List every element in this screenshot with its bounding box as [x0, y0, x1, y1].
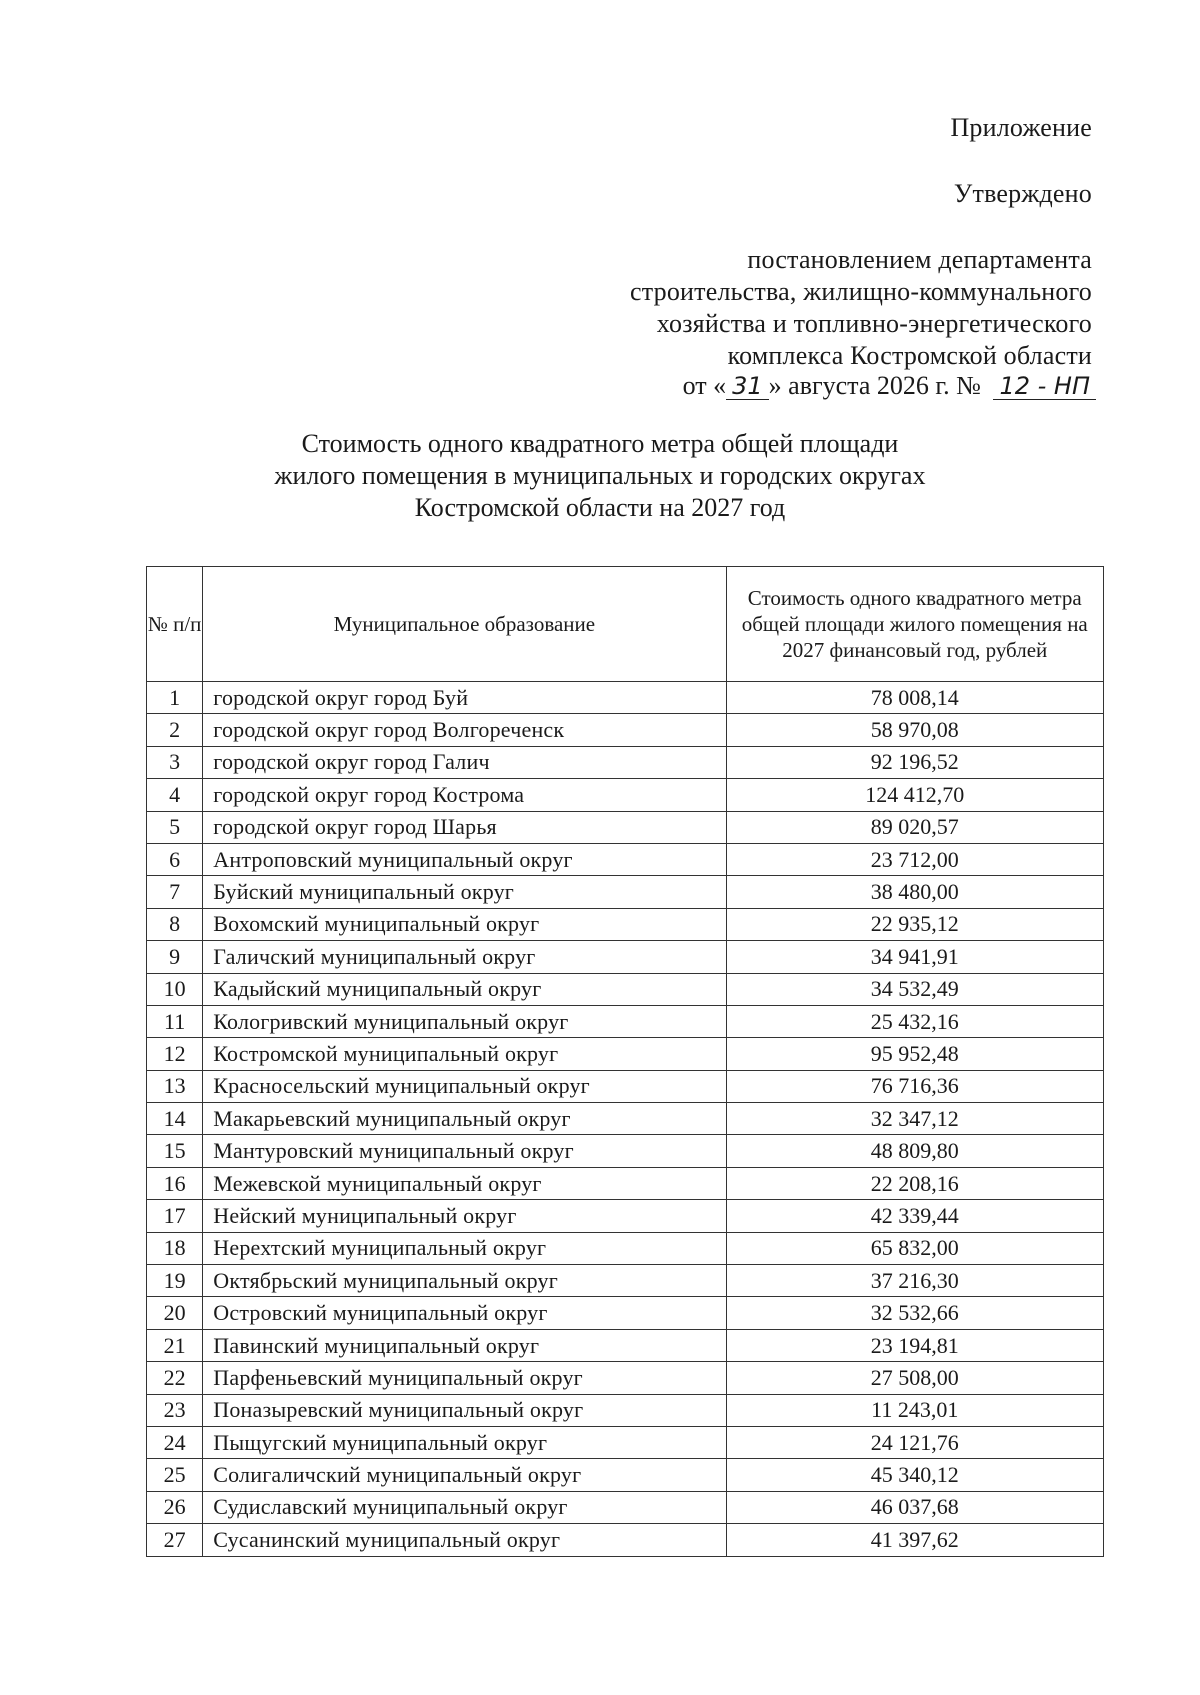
row-number: 18 — [147, 1232, 203, 1264]
row-municipality: Макарьевский муниципальный округ — [203, 1103, 726, 1135]
row-cost: 22 208,16 — [726, 1167, 1104, 1199]
row-cost: 23 194,81 — [726, 1329, 1104, 1361]
row-municipality: Островский муниципальный округ — [203, 1297, 726, 1329]
row-municipality: Буйский муниципальный округ — [203, 876, 726, 908]
table-row — [147, 1070, 1104, 1102]
row-municipality: Сусанинский муниципальный округ — [203, 1524, 726, 1556]
table-row — [147, 1232, 1104, 1264]
row-number: 13 — [147, 1070, 203, 1102]
row-cost: 32 532,66 — [726, 1297, 1104, 1329]
table-row — [147, 973, 1104, 1005]
row-cost: 46 037,68 — [726, 1491, 1104, 1523]
row-cost: 23 712,00 — [726, 843, 1104, 875]
decree-line — [683, 370, 1096, 402]
row-cost: 124 412,70 — [726, 779, 1104, 811]
row-municipality: Кадыйский муниципальный округ — [203, 973, 726, 1005]
header-number: № п/п — [147, 567, 203, 682]
row-municipality: Павинский муниципальный округ — [203, 1329, 726, 1361]
table-row — [147, 811, 1104, 843]
row-municipality: городской округ город Шарья — [203, 811, 726, 843]
decree-day-handwritten: 31 — [726, 373, 769, 400]
row-cost: 92 196,52 — [726, 746, 1104, 778]
table-row — [147, 714, 1104, 746]
row-cost: 65 832,00 — [726, 1232, 1104, 1264]
row-number: 7 — [147, 876, 203, 908]
row-cost: 34 941,91 — [726, 941, 1104, 973]
row-number: 14 — [147, 1103, 203, 1135]
row-cost: 11 243,01 — [726, 1394, 1104, 1426]
table-row — [147, 843, 1104, 875]
title-line: Костромской области на 2027 год — [414, 493, 786, 522]
row-cost: 38 480,00 — [726, 876, 1104, 908]
table-row — [147, 1459, 1104, 1491]
row-cost: 48 809,80 — [726, 1135, 1104, 1167]
table-row — [147, 941, 1104, 973]
row-municipality: Галичский муниципальный округ — [203, 941, 726, 973]
row-number: 22 — [147, 1362, 203, 1394]
table-row — [147, 682, 1104, 714]
table-row — [147, 908, 1104, 940]
row-municipality: Нерехтский муниципальный округ — [203, 1232, 726, 1264]
row-municipality: Судиславский муниципальный округ — [203, 1491, 726, 1523]
table-row — [147, 1265, 1104, 1297]
table-row — [147, 1297, 1104, 1329]
table-row — [147, 1038, 1104, 1070]
document-title — [250, 428, 950, 524]
header-municipality: Муниципальное образование — [203, 567, 726, 682]
row-cost: 32 347,12 — [726, 1103, 1104, 1135]
row-municipality: Вохомский муниципальный округ — [203, 908, 726, 940]
row-cost: 95 952,48 — [726, 1038, 1104, 1070]
row-number: 4 — [147, 779, 203, 811]
row-municipality: Антроповский муниципальный округ — [203, 843, 726, 875]
row-number: 25 — [147, 1459, 203, 1491]
issuer-block — [630, 244, 1092, 372]
row-cost: 78 008,14 — [726, 682, 1104, 714]
row-cost: 24 121,76 — [726, 1426, 1104, 1458]
title-line: Стоимость одного квадратного метра общей площади — [301, 429, 899, 458]
row-number: 19 — [147, 1265, 203, 1297]
table-header-row — [147, 567, 1104, 682]
approved-text: Утверждено — [953, 179, 1092, 208]
decree-middle: » августа 2026 г. № — [768, 371, 981, 400]
issuer-line: строительства, жилищно-коммунального — [630, 277, 1092, 306]
row-cost: 45 340,12 — [726, 1459, 1104, 1491]
row-number: 16 — [147, 1167, 203, 1199]
cost-table — [146, 566, 1104, 1557]
table-row — [147, 1200, 1104, 1232]
row-number: 8 — [147, 908, 203, 940]
row-number: 15 — [147, 1135, 203, 1167]
row-municipality: городской округ город Волгореченск — [203, 714, 726, 746]
row-cost: 25 432,16 — [726, 1005, 1104, 1037]
row-cost: 89 020,57 — [726, 811, 1104, 843]
row-cost: 27 508,00 — [726, 1362, 1104, 1394]
row-number: 17 — [147, 1200, 203, 1232]
row-number: 6 — [147, 843, 203, 875]
row-number: 12 — [147, 1038, 203, 1070]
header-cost: Стоимость одного квадратного метра общей площади жилого помещения на 2027 финансовый год, рублей — [726, 567, 1104, 682]
row-cost: 22 935,12 — [726, 908, 1104, 940]
row-municipality: городской округ город Кострома — [203, 779, 726, 811]
row-number: 10 — [147, 973, 203, 1005]
issuer-line: постановлением департамента — [747, 245, 1092, 274]
row-municipality: Мантуровский муниципальный округ — [203, 1135, 726, 1167]
decree-prefix: от « — [682, 371, 727, 400]
row-number: 9 — [147, 941, 203, 973]
row-number: 20 — [147, 1297, 203, 1329]
decree-number-handwritten: 12 - НП — [993, 373, 1096, 400]
table-row — [147, 1329, 1104, 1361]
table-row — [147, 1135, 1104, 1167]
row-municipality: городской округ город Буй — [203, 682, 726, 714]
table-row — [147, 779, 1104, 811]
row-number: 26 — [147, 1491, 203, 1523]
title-line: жилого помещения в муниципальных и городских округах — [274, 461, 926, 490]
table-row — [147, 1005, 1104, 1037]
row-cost: 41 397,62 — [726, 1524, 1104, 1556]
row-municipality: Кологривский муниципальный округ — [203, 1005, 726, 1037]
row-cost: 34 532,49 — [726, 973, 1104, 1005]
table-row — [147, 1167, 1104, 1199]
row-number: 23 — [147, 1394, 203, 1426]
table-row — [147, 1491, 1104, 1523]
row-municipality: Костромской муниципальный округ — [203, 1038, 726, 1070]
table-row — [147, 1362, 1104, 1394]
table-body — [147, 682, 1104, 1557]
row-municipality: Нейский муниципальный округ — [203, 1200, 726, 1232]
row-municipality: Октябрьский муниципальный округ — [203, 1265, 726, 1297]
row-municipality: Пыщугский муниципальный округ — [203, 1426, 726, 1458]
row-cost: 76 716,36 — [726, 1070, 1104, 1102]
table-row — [147, 1524, 1104, 1556]
row-cost: 58 970,08 — [726, 714, 1104, 746]
appendix-text: Приложение — [950, 113, 1092, 142]
table-row — [147, 1394, 1104, 1426]
row-number: 5 — [147, 811, 203, 843]
row-number: 24 — [147, 1426, 203, 1458]
row-cost: 37 216,30 — [726, 1265, 1104, 1297]
appendix-label — [950, 112, 1092, 144]
row-municipality: городской округ город Галич — [203, 746, 726, 778]
table-row — [147, 746, 1104, 778]
row-municipality: Красносельский муниципальный округ — [203, 1070, 726, 1102]
row-number: 11 — [147, 1005, 203, 1037]
table-row — [147, 1103, 1104, 1135]
row-number: 2 — [147, 714, 203, 746]
table-row — [147, 1426, 1104, 1458]
row-municipality: Межевской муниципальный округ — [203, 1167, 726, 1199]
table-header — [147, 567, 1104, 682]
issuer-line: комплекса Костромской области — [727, 341, 1092, 370]
row-number: 21 — [147, 1329, 203, 1361]
row-cost: 42 339,44 — [726, 1200, 1104, 1232]
row-number: 1 — [147, 682, 203, 714]
row-municipality: Поназыревский муниципальный округ — [203, 1394, 726, 1426]
row-number: 27 — [147, 1524, 203, 1556]
table-row — [147, 876, 1104, 908]
row-municipality: Парфеньевский муниципальный округ — [203, 1362, 726, 1394]
issuer-line: хозяйства и топливно-энергетического — [656, 309, 1092, 338]
row-number: 3 — [147, 746, 203, 778]
approved-label — [954, 178, 1092, 210]
row-municipality: Солигаличский муниципальный округ — [203, 1459, 726, 1491]
